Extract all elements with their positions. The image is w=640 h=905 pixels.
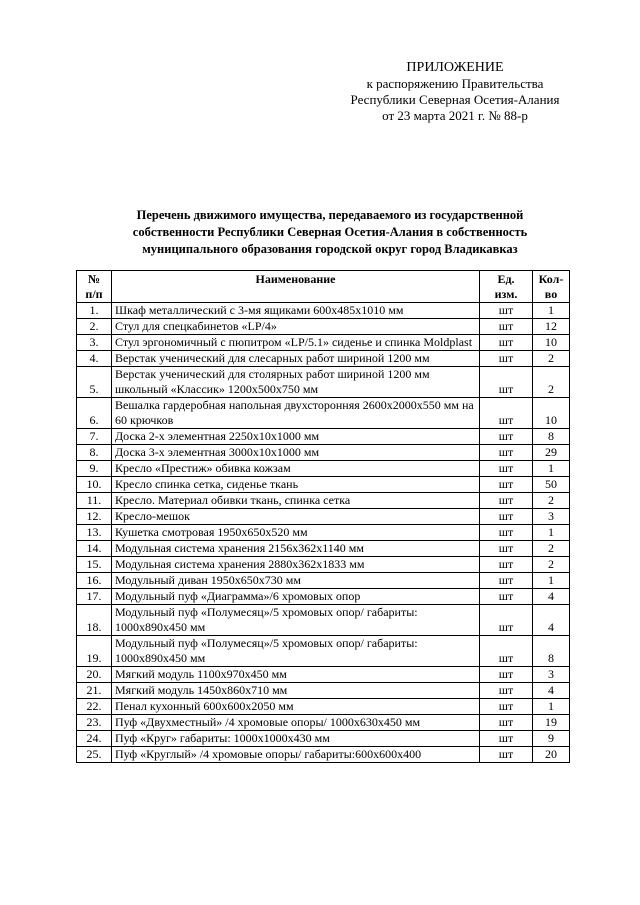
- row-name: Модульный пуф «Диаграмма»/6 хромовых опор: [112, 589, 480, 605]
- row-number: 23.: [77, 715, 112, 731]
- row-quantity: 29: [533, 445, 570, 461]
- row-number: 21.: [77, 683, 112, 699]
- row-quantity: 10: [533, 335, 570, 351]
- row-number: 12.: [77, 509, 112, 525]
- table-row: [77, 731, 570, 747]
- table-row: [77, 667, 570, 683]
- row-number: 18.: [77, 605, 112, 636]
- row-quantity: 19: [533, 715, 570, 731]
- row-name: Модульная система хранения 2156х362х1140 мм: [112, 541, 480, 557]
- row-quantity: 4: [533, 589, 570, 605]
- row-unit: шт: [480, 541, 533, 557]
- row-name: Верстак ученический для слесарных работ шириной 1200 мм: [112, 351, 480, 367]
- row-number: 22.: [77, 699, 112, 715]
- table-row: [77, 461, 570, 477]
- appendix-line-3: от 23 марта 2021 г. № 88-р: [382, 108, 528, 123]
- row-name: Кресло спинка сетка, сиденье ткань: [112, 477, 480, 493]
- appendix-line-1: к распоряжению Правительства: [366, 76, 544, 91]
- row-number: 8.: [77, 445, 112, 461]
- row-name: Модульный пуф «Полумесяц»/5 хромовых опор/ габариты: 1000х890х450 мм: [112, 636, 480, 667]
- row-unit: шт: [480, 747, 533, 763]
- row-unit: шт: [480, 351, 533, 367]
- row-unit: шт: [480, 461, 533, 477]
- row-number: 2.: [77, 319, 112, 335]
- row-unit: шт: [480, 636, 533, 667]
- header-unit-line-1: Ед.: [497, 272, 515, 286]
- row-unit: шт: [480, 367, 533, 398]
- row-number: 4.: [77, 351, 112, 367]
- document-title: [80, 207, 580, 258]
- row-name: Модульная система хранения 2880х362х1833 мм: [112, 557, 480, 573]
- table-row: [77, 429, 570, 445]
- header-num-line-2: п/п: [85, 287, 103, 301]
- table-row: [77, 351, 570, 367]
- table-row: [77, 509, 570, 525]
- row-name: Мягкий модуль 1100х970х450 мм: [112, 667, 480, 683]
- row-quantity: 12: [533, 319, 570, 335]
- header-qty-line-1: Кол-: [538, 272, 564, 286]
- row-unit: шт: [480, 319, 533, 335]
- table-body: [77, 303, 570, 763]
- table-row: [77, 541, 570, 557]
- row-quantity: 20: [533, 747, 570, 763]
- row-name: Пуф «Двухместный» /4 хромовые опоры/ 1000х630х450 мм: [112, 715, 480, 731]
- row-number: 14.: [77, 541, 112, 557]
- row-unit: шт: [480, 715, 533, 731]
- header-qty: [533, 271, 570, 303]
- row-quantity: 2: [533, 493, 570, 509]
- row-name: Мягкий модуль 1450х860х710 мм: [112, 683, 480, 699]
- document-title-line-1: Перечень движимого имущества, передаваемого из государственной: [136, 208, 524, 222]
- row-name: Кресло-мешок: [112, 509, 480, 525]
- table-row: [77, 573, 570, 589]
- header-num-line-1: №: [87, 272, 101, 286]
- row-quantity: 4: [533, 683, 570, 699]
- row-name: Пуф «Круглый» /4 хромовые опоры/ габариты:600х600х400: [112, 747, 480, 763]
- row-number: 6.: [77, 398, 112, 429]
- header-num: [77, 271, 112, 303]
- row-quantity: 1: [533, 303, 570, 319]
- row-quantity: 2: [533, 367, 570, 398]
- table-row: [77, 367, 570, 398]
- row-name: Пенал кухонный 600х600х2050 мм: [112, 699, 480, 715]
- row-name: Шкаф металлический с 3-мя ящиками 600х485х1010 мм: [112, 303, 480, 319]
- row-unit: шт: [480, 605, 533, 636]
- header-name: Наименование: [112, 271, 480, 303]
- row-name: Стул для спецкабинетов «LP/4»: [112, 319, 480, 335]
- row-number: 7.: [77, 429, 112, 445]
- row-name: Пуф «Круг» габариты: 1000х1000х430 мм: [112, 731, 480, 747]
- row-unit: шт: [480, 731, 533, 747]
- row-unit: шт: [480, 398, 533, 429]
- row-quantity: 8: [533, 636, 570, 667]
- header-qty-line-2: во: [544, 287, 558, 301]
- row-name: Вешалка гардеробная напольная двухсторонняя 2600х2000х550 мм на 60 крючков: [112, 398, 480, 429]
- row-unit: шт: [480, 445, 533, 461]
- row-number: 10.: [77, 477, 112, 493]
- table-row: [77, 715, 570, 731]
- table-row: [77, 747, 570, 763]
- row-name: Модульный пуф «Полумесяц»/5 хромовых опор/ габариты: 1000х890х450 мм: [112, 605, 480, 636]
- table-header-row: [77, 271, 570, 303]
- table-row: [77, 493, 570, 509]
- row-quantity: 1: [533, 573, 570, 589]
- row-quantity: 3: [533, 509, 570, 525]
- table-row: [77, 335, 570, 351]
- table-row: [77, 525, 570, 541]
- row-number: 15.: [77, 557, 112, 573]
- row-quantity: 8: [533, 429, 570, 445]
- row-unit: шт: [480, 573, 533, 589]
- property-table: [76, 270, 570, 763]
- table-row: [77, 589, 570, 605]
- row-number: 19.: [77, 636, 112, 667]
- row-number: 16.: [77, 573, 112, 589]
- row-name: Модульный диван 1950х650х730 мм: [112, 573, 480, 589]
- row-number: 9.: [77, 461, 112, 477]
- table-row: [77, 699, 570, 715]
- document-title-line-2: собственности Республики Северная Осетия-Алания в собственность: [132, 225, 528, 239]
- row-unit: шт: [480, 525, 533, 541]
- table-row: [77, 557, 570, 573]
- row-name: Кресло. Материал обивки ткань, спинка сетка: [112, 493, 480, 509]
- table-row: [77, 445, 570, 461]
- appendix-title: ПРИЛОЖЕНИЕ: [406, 60, 504, 75]
- table-row: [77, 636, 570, 667]
- row-name: Доска 3-х элементная 3000х10х1000 мм: [112, 445, 480, 461]
- row-number: 13.: [77, 525, 112, 541]
- row-quantity: 1: [533, 525, 570, 541]
- row-name: Верстак ученический для столярных работ шириной 1200 мм школьный «Классик» 1200х500х750 мм: [112, 367, 480, 398]
- row-unit: шт: [480, 335, 533, 351]
- row-quantity: 9: [533, 731, 570, 747]
- row-unit: шт: [480, 667, 533, 683]
- row-quantity: 50: [533, 477, 570, 493]
- table-row: [77, 605, 570, 636]
- row-number: 11.: [77, 493, 112, 509]
- row-name: Кресло «Престиж» обивка кожзам: [112, 461, 480, 477]
- table-row: [77, 398, 570, 429]
- table-row: [77, 303, 570, 319]
- appendix-line-2: Республики Северная Осетия-Алания: [350, 92, 560, 107]
- row-quantity: 4: [533, 605, 570, 636]
- row-unit: шт: [480, 557, 533, 573]
- row-name: Стул эргономичный с пюпитром «LP/5.1» сиденье и спинка Moldplast: [112, 335, 480, 351]
- row-unit: шт: [480, 509, 533, 525]
- row-name: Доска 2-х элементная 2250х10х1000 мм: [112, 429, 480, 445]
- table-row: [77, 477, 570, 493]
- appendix-header: [320, 60, 590, 124]
- header-unit: [480, 271, 533, 303]
- row-quantity: 1: [533, 699, 570, 715]
- row-unit: шт: [480, 429, 533, 445]
- row-number: 3.: [77, 335, 112, 351]
- document-title-line-3: муниципального образования городской округ город Владикавказ: [142, 242, 518, 256]
- row-unit: шт: [480, 589, 533, 605]
- header-unit-line-2: изм.: [494, 287, 518, 301]
- row-quantity: 2: [533, 541, 570, 557]
- row-quantity: 1: [533, 461, 570, 477]
- table-row: [77, 319, 570, 335]
- row-quantity: 2: [533, 557, 570, 573]
- row-number: 25.: [77, 747, 112, 763]
- row-unit: шт: [480, 477, 533, 493]
- row-quantity: 2: [533, 351, 570, 367]
- row-name: Кушетка смотровая 1950х650х520 мм: [112, 525, 480, 541]
- row-quantity: 10: [533, 398, 570, 429]
- row-number: 5.: [77, 367, 112, 398]
- row-unit: шт: [480, 683, 533, 699]
- row-number: 24.: [77, 731, 112, 747]
- row-quantity: 3: [533, 667, 570, 683]
- row-unit: шт: [480, 303, 533, 319]
- row-unit: шт: [480, 699, 533, 715]
- table-row: [77, 683, 570, 699]
- row-unit: шт: [480, 493, 533, 509]
- row-number: 1.: [77, 303, 112, 319]
- row-number: 20.: [77, 667, 112, 683]
- row-number: 17.: [77, 589, 112, 605]
